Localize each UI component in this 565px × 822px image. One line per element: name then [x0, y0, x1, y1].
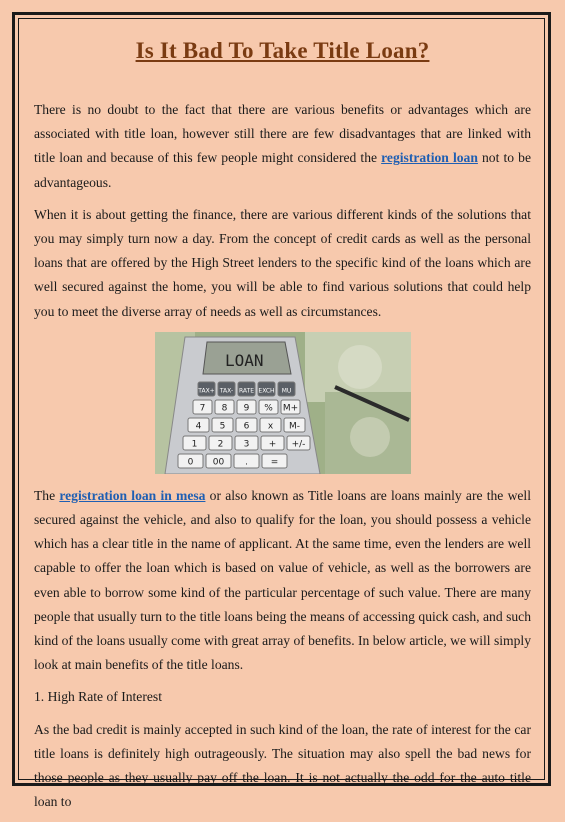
calculator-key-label: . [244, 457, 248, 468]
calculator-key-label: 7 [199, 403, 205, 414]
paragraph-3-text: or also known as Title loans are loans mainly are the well secured against the vehicle, and also to qualify for the loan, you should possess a vehicle which has a clear title in the name of applicant. At the same time, even the lenders are well capable to offer the loan which is based on value of vehicle, as well as the borrowers are even able to borrow some kind of the particular percentage of such value. There are many people that usually turn to the title loans being the means of accessing quick cash, and such kind of the loans usually come with great array of benefits. In below article, we will simply look at main benefits of the title loans. [34, 487, 531, 673]
calculator-key-label: 8 [221, 403, 227, 414]
calculator-key-label: MU [281, 387, 291, 395]
calculator-key-label: 00 [212, 457, 224, 468]
document-body [34, 98, 531, 822]
calculator-key-label: M+ [282, 403, 298, 414]
calculator-key-label: = [270, 457, 278, 468]
section-heading-high-rate-of-interest: 1. High Rate of Interest [34, 689, 162, 705]
calculator-illustration [155, 332, 411, 474]
paragraph-1 [34, 98, 531, 195]
calculator-key-label: x [267, 421, 273, 432]
paragraph-3-text-start: The [34, 487, 60, 503]
registration-loan-link[interactable]: registration loan [381, 150, 478, 166]
calculator-key-label: M- [288, 421, 300, 432]
calculator-key-label: + [268, 439, 276, 450]
calculator-image [155, 332, 411, 474]
calculator-key-label: 0 [187, 457, 193, 468]
calculator-key-label: EXCH [257, 387, 275, 395]
paragraph-1-text-end: not to be advantageous. [34, 150, 531, 190]
calculator-screen-text: LOAN [224, 350, 264, 370]
calculator-key-label: TAX+ [197, 387, 215, 395]
calculator-key-label: 6 [243, 421, 249, 432]
calculator-key-label: 4 [195, 421, 201, 432]
calculator-key-label: TAX- [219, 387, 233, 395]
paragraph-4: As the bad credit is mainly accepted in such kind of the loan, the rate of interest for the car title loans is definitely high outrageously. The situation may also spell the bad news for those people as they usually pay off the loan. It is not actually the odd for the auto title loan to [34, 721, 531, 810]
paragraph-1-text: There is no doubt to the fact that there are various benefits or advantages which are associated with title loan, however still there are few disadvantages that are linked with title loan and because of this few people might considered the [34, 102, 531, 166]
calculator-key-label: 2 [217, 439, 223, 450]
paragraph-3 [34, 484, 531, 678]
registration-loan-in-mesa-link[interactable]: registration loan in mesa [59, 487, 206, 503]
calculator-key-label: 5 [219, 421, 225, 432]
calculator-key-label: +/- [291, 439, 305, 450]
paragraph-2: When it is about getting the finance, there are various different kinds of the solutions that you may simply turn now a day. From the concept of credit cards as well as the personal loans that are offered by the High Street lenders to the specific kind of the loans which are well secured against the home, you will be able to find various solutions that could help you to meet the diverse array of needs as well as circumstances. [34, 206, 531, 319]
calculator-key-label: RATE [238, 387, 254, 395]
calculator-key-label: 3 [243, 439, 249, 450]
document-title: Is It Bad To Take Title Loan? [135, 38, 430, 63]
calculator-key-label: 9 [243, 403, 249, 414]
calculator-key-label: % [263, 403, 273, 414]
calculator-key-label: 1 [191, 439, 197, 450]
